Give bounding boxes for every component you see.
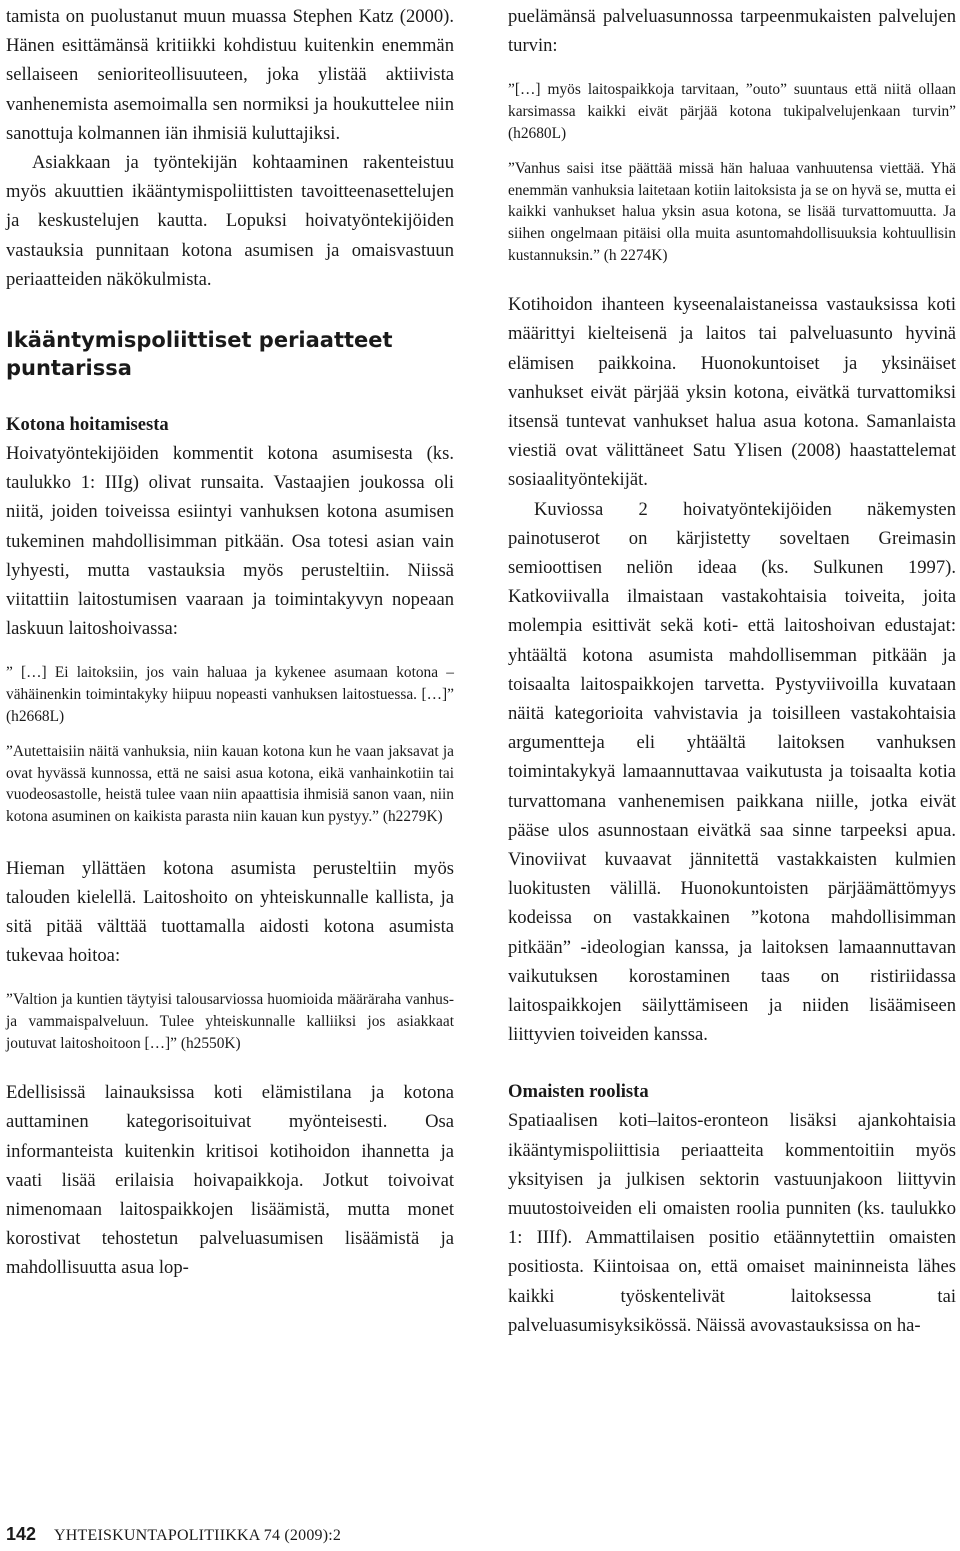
left-paragraph-3: Hoivatyöntekijöiden kommentit kotona asumisesta (ks. taulukko 1: IIIg) olivat runsaita. Vastaajien joukossa oli niitä, joiden toiveissa esiintyi vanhuksen kotona asumisen tukeminen mahdollisimman pitkään. Osa totesi asian vain lyhyesti, mutta vastauksia myös perusteltiin. Niissä viitattiin laitostumisen vaaraan ja toimintakyvyn nopeaan laskuun laitoshoivassa:: [6, 443, 454, 640]
subheading-omaisten: Omaisten roolista: [508, 1081, 649, 1103]
left-quote-1: ” […] Ei laitoksiin, jos vain haluaa ja kykenee asumaan kotona – vähäinenkin toimintakyky hiipuu nopeasti vanhuksen laitostuessa. […]” (h2668L): [6, 664, 454, 725]
right-quote-1: ”[…] myös laitospaikkoja tarvitaan, ”outo” suuntaus että niitä ollaan karsimassa kaikki eivät pärjää kotona tukipalvelujenkaan turvin” (h2680L): [508, 81, 956, 142]
right-paragraph-3: Kuviossa 2 hoivatyöntekijöiden näkemysten painotuserot on kärjistetty soveltaen Greimasin semioottisen neliön ideaa (ks. Sulkunen 1997). Katkoviivalla ilmaistaan vastakohtaisia toiveita, joita molempia esittivät sekä koti- että laitoshoivan edustajat: yhtäältä kotona asumista mahdollisemman pitkään ja toisaalta laitospaikkojen tarvetta. Pystyviivoilla kuvataan näitä kategorioita vahvistavia ja toisilleen vastakohtaisia argumentteja eli yhtäältä laitoksen vanhuksen toimintakykyä lamaannuttavaa vaikutusta ja toisaalta kotia turvattomana vanhenemisen paikkana niille, jotka eivät pääse ulos asunnostaan eivätkä saa sinne tarpeeksi apua. Vinoviivat kuvaavat jännitettä vastakkaisten kulmien luokitusten välillä. Huonokuntoisten pärjäämättömyys kodeissa on vastakkainen ”kotona mahdollisimman pitkään” -ideologian kanssa, ja laitoksen lamaannuttavan vaikutuksen korostaminen taas on ristiriidassa laitospaikkojen säilyttämiseen ja niiden lisäämiseen liittyvien toiveiden kanssa.: [508, 498, 956, 1046]
subheading-kotona: Kotona hoitamisesta: [6, 414, 169, 436]
left-paragraph-5: Edellisissä lainauksissa koti elämistilana ja kotona auttaminen kategorisoituivat myönteisesti. Osa informanteista kuitenkin kritisoi kotihoidon ihannetta ja vaati lisää erilaisia hoivapaikkoja. Jotkut toivoivat nimenomaan laitospaikkojen lisäämistä, mutta monet korostivat tehostetun palveluasumisen lisäämistä ja mahdollisuutta asua lop-: [6, 1082, 454, 1279]
left-paragraph-4: Hieman yllättäen kotona asumista perusteltiin myös talouden kielellä. Laitoshoito on yhteiskunnalle kallista, ja sitä pitää välttää tuottamalla aidosti kotona asumista tukevaa hoitoa:: [6, 857, 454, 967]
page-footer: [6, 1524, 341, 1546]
journal-name: YHTEISKUNTAPOLITIIKKA 74 (2009):2: [54, 1527, 342, 1544]
left-paragraph-1: tamista on puolustanut muun muassa Stephen Katz (2000). Hänen esittämänsä kritiikki kohdistuu kuitenkin enemmän sellaiseen senioriteollisuuteen, joka ylistää aktiivista vanhenemista asemoimalla sen normiksi ja houkuttelee niin sanottuja kolmannen iän ihmisiä kuluttajiksi.: [6, 6, 454, 144]
left-quote-3: ”Valtion ja kuntien täytyisi talousarviossa huomioida määräraha vanhus- ja vammaispalveluun. Tulee yhteiskunnalle kalliiksi jos asiakkaat joutuvat laitoshoitoon […]” (h2550K): [6, 991, 454, 1052]
left-paragraph-2: Asiakkaan ja työntekijän kohtaaminen rakenteistuu myös akuuttien ikääntymispoliittisten tavoitteenasettelujen ja keskustelujen kautta. Lopuksi hoivatyöntekijöiden vastauksia punnitaan kotona asumisen ja omaisvastuun periaatteiden näkökulmista.: [6, 152, 454, 290]
right-paragraph-4: Spatiaalisen koti–laitos-eronteon lisäksi ajankohtaisia ikääntymispoliittisia periaatteita kommentoitiin myös yksityisen ja julkisen sektorin vastuunjakoon liittyvin muutostoiveiden eli omaisten roolia punniten (ks. taulukko 1: IIIf). Ammattilaisen positio etäännytettiin omaisten positiosta. Kiintoisaa on, että omaiset maininneista lähes kaikki työskentelivät laitoksessa tai palveluasumisyksikössä. Näissä avovastauksissa on ha-: [508, 1110, 956, 1336]
section-heading: Ikääntymispoliittiset periaatteet puntarissa: [6, 328, 393, 381]
page-number: 142: [6, 1524, 37, 1544]
right-column: [508, 2, 956, 1340]
left-quote-2: ”Autettaisiin näitä vanhuksia, niin kauan kotona kun he vaan jaksavat ja ovat hyvässä kunnossa, että ne saisi asua kotona, eikä vanhainkotiin tai vuodeosastolle, heistä tulee vaan niin apaattisia ihmisiä sanon vaan, niin kotona asuminen on kaikista parasta niin kauan kun pystyy.” (h2279K): [6, 743, 454, 826]
right-quote-2: ”Vanhus saisi itse päättää missä hän haluaa vanhuutensa viettää. Yhä enemmän vanhuksia laitetaan kotiin laitoksista ja se on hyvä se, mutta ei kaikki vanhukset halua yksin asua kotona, se lisää turvattomuutta. Ja siihen ongelmaan pitäisi olla muita asuntomahdollisuuksia kohtuullisin kustannuksin.” (h 2274K): [508, 160, 956, 264]
right-paragraph-1: puelämänsä palveluasunnossa tarpeenmukaisten palvelujen turvin:: [508, 6, 956, 57]
left-column: [6, 2, 454, 1283]
right-paragraph-2: Kotihoidon ihanteen kyseenalaistaneissa vastauksissa koti määrittyi kielteisenä ja laitos tai palveluasunto hyvinä elämisen paikkoina. Huonokuntoiset ja yksinäiset vanhukset eivät pärjää yksin kotona, eivätkä turvattomiksi itsensä tuntevat vanhukset halua asua kotona. Samanlaista viestiä ovat välittäneet Satu Ylisen (2008) haastattelemat sosiaalityöntekijät.: [508, 294, 956, 491]
